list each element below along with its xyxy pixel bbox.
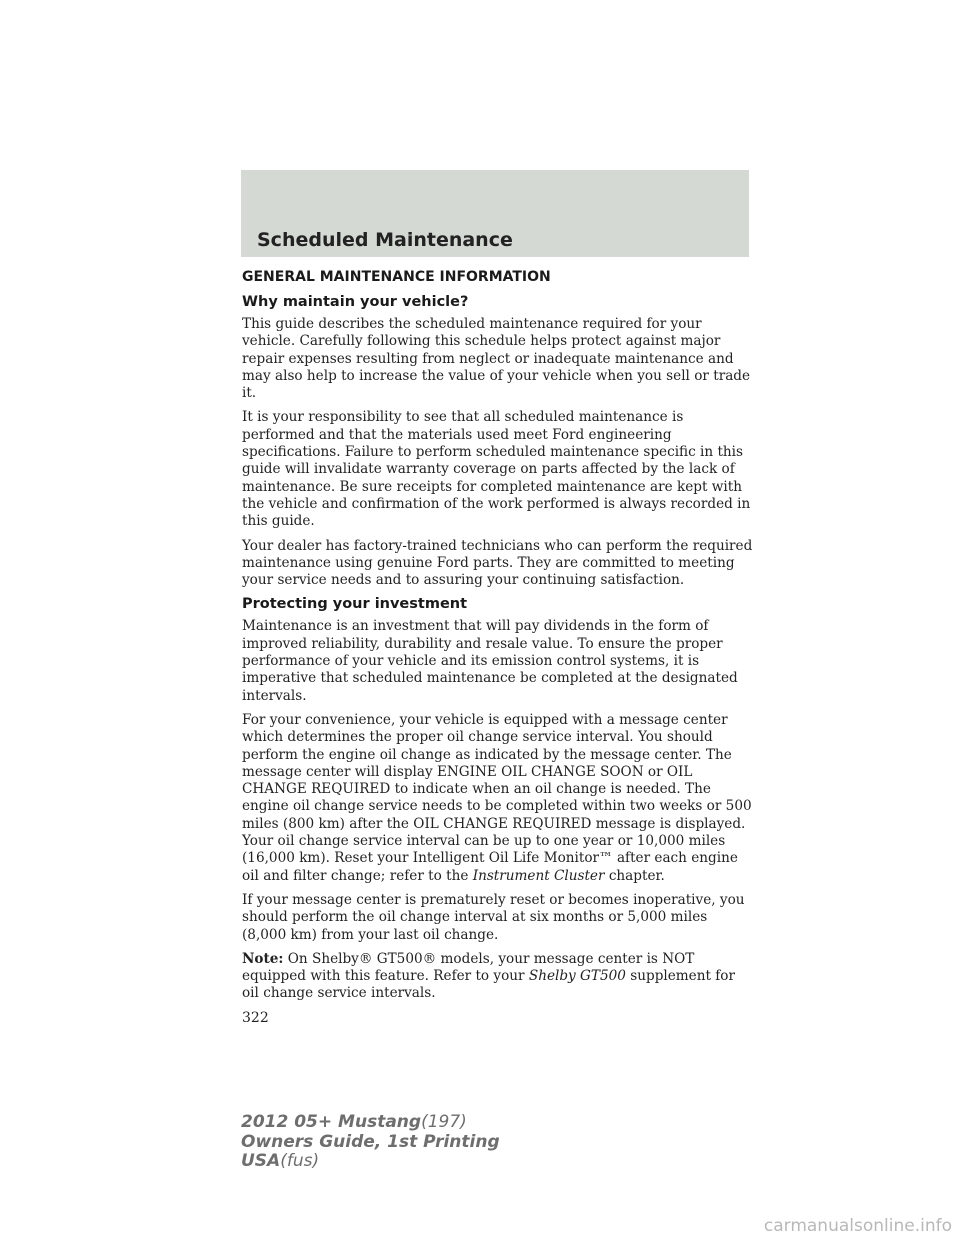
note-text: On Shelby® GT500® models, your message center is NOT equipped with this feature. Refer to your [242, 950, 695, 985]
page-content [242, 269, 754, 1026]
footer-line-3 [241, 1152, 500, 1172]
subheading-why-maintain: Why maintain your vehicle? [242, 294, 469, 310]
section-header-band [241, 170, 749, 257]
page-title: Scheduled Maintenance [257, 229, 513, 251]
footer-region-code: (fus) [280, 1151, 320, 1171]
note-text-end: supplement for oil change service intervals. [242, 968, 735, 1002]
paragraph-why-1: This guide describes the scheduled maintenance required for your vehicle. Carefully following this schedule helps protect against major repair expenses resulting from neglect or inadequate maintenance and may also help to increase the value of your vehicle when you sell or trade it. [242, 316, 751, 402]
subheading-protecting-investment: Protecting your investment [242, 596, 468, 613]
watermark: carmanualsonline.info [763, 1216, 952, 1236]
section-heading: GENERAL MAINTENANCE INFORMATION [242, 269, 551, 285]
paragraph-protect-2-text: For your convenience, your vehicle is equipped with a message center which determines the proper oil change service interval. You should perform the engine oil change as indicated by the message center. The message center will display ENGINE OIL CHANGE SOON or OIL CHANGE REQUIRED to indicate when an oil change is needed. The engine oil change service needs to be completed within two weeks or 500 miles (800 km) after the OIL CHANGE REQUIRED message is displayed. Your oil change service interval can be up to one year or 10,000 miles (16,000 km). Reset your Intelligent Oil Life Monitor™ after each engine oil and filter change; refer to the [242, 711, 752, 884]
paragraph-protect-2 [242, 712, 754, 885]
paragraph-why-3: Your dealer has factory-trained technicians who can perform the required maintenance using genuine Ford parts. They are committed to meeting your service needs and to assuring your continuing satisfaction. [242, 537, 753, 589]
paragraph-protect-3: If your message center is prematurely reset or becomes inoperative, you should perform the oil change interval at six months or 5,000 miles (8,000 km) from your last oil change. [242, 891, 745, 943]
paragraph-protect-2-end: chapter. [608, 867, 665, 884]
footer-line-1 [241, 1113, 500, 1133]
paragraph-protect-1: Maintenance is an investment that will pay dividends in the form of improved reliability, durability and resale value. To ensure the proper performance of your vehicle and its emission control systems, it is imperative that scheduled maintenance be completed at the designated intervals. [242, 618, 738, 704]
instrument-cluster-reference: Instrument Cluster [472, 867, 605, 884]
print-footer [241, 1113, 500, 1172]
paragraph-why-2: It is your responsibility to see that all scheduled maintenance is performed and that the materials used meet Ford engineering specifications. Failure to perform scheduled maintenance specific in this guide will invalidate warranty coverage on parts affected by the lack of maintenance. Be sure receipts for completed maintenance are kept with the vehicle and confirmation of the work performed is always recorded in this guide. [242, 409, 751, 530]
footer-model: 2012 05+ Mustang [241, 1112, 422, 1132]
footer-region: USA [241, 1151, 281, 1171]
shelby-supplement-reference: Shelby GT500 [528, 968, 626, 985]
note-paragraph [242, 951, 754, 1003]
note-label: Note: [242, 950, 284, 967]
footer-line-2: Owners Guide, 1st Printing [241, 1131, 500, 1152]
page-number: 322 [242, 1009, 269, 1026]
footer-model-code: (197) [421, 1112, 467, 1132]
